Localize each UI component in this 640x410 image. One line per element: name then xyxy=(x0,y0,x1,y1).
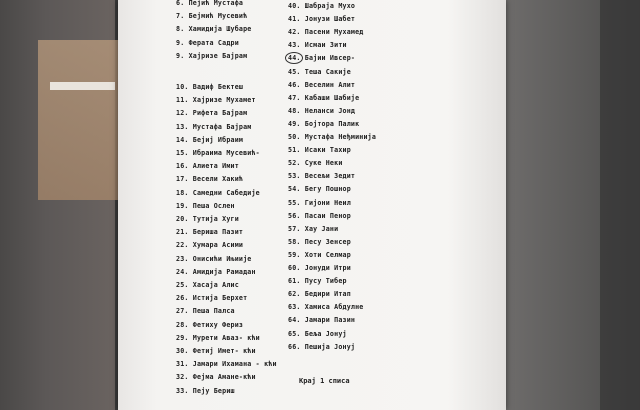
list-entry: 17. Весели Хакић xyxy=(176,175,244,184)
document-footer: Крај 1 списа xyxy=(299,377,350,385)
list-entry: 10. Вадиф Бектеш xyxy=(176,83,244,91)
list-entry: 12. Рифета Бајрам xyxy=(176,109,248,118)
list-entry: 50. Мустафа Неђминија xyxy=(288,133,377,141)
list-entry: 45. Теша Сакије xyxy=(288,67,351,76)
handwritten-circle-mark xyxy=(285,52,303,64)
list-entry: 49. Бојтора Палик xyxy=(288,119,360,128)
list-entry: 41. Јонузи Шабет xyxy=(288,15,356,24)
list-entry: 9. Хајризе Бајрам xyxy=(176,51,248,60)
list-entry: 55. Гијони Неил xyxy=(288,198,351,207)
envelope-strip xyxy=(50,82,115,90)
list-entry: 28. Фетиху Фериз xyxy=(176,320,244,329)
list-entry: 57. Хау Јани xyxy=(288,224,339,233)
list-entry: 19. Пеша Ослен xyxy=(176,201,235,210)
list-entry: 18. Самедни Сабедије xyxy=(176,188,260,197)
list-entry: 46. Веселин Алит xyxy=(288,80,356,89)
list-entry: 30. Фетиј Имет- кћи xyxy=(176,347,256,355)
list-entry: 48. Неланси Јонд xyxy=(288,106,356,115)
list-entry: 64. Јамари Пазин xyxy=(288,316,356,325)
list-entry: 58. Песу Зенсер xyxy=(288,237,351,246)
list-entry: 66. Пешија Јонуј xyxy=(288,342,356,351)
typed-document-page xyxy=(118,0,506,410)
envelope-background xyxy=(38,40,118,200)
list-entry: 61. Пусу Тибер xyxy=(288,277,347,286)
list-entry: 62. Бедири Итап xyxy=(288,290,351,299)
list-entry: 63. Хамиса Абдулне xyxy=(288,303,364,312)
list-entry: 27. Пеша Палса xyxy=(176,307,235,316)
list-entry: 13. Мустафа Бајрам xyxy=(176,122,252,131)
list-entry: 14. Бејиј Ибраим xyxy=(176,135,244,144)
background-right-shadow xyxy=(600,0,640,410)
list-entry: 65. Беља Јонуј xyxy=(288,329,347,338)
list-entry: 23. Онисићи Ињиије xyxy=(176,254,252,263)
list-entry: 44. Бајии Ивсер- xyxy=(288,54,356,63)
list-entry: 43. Исмаи Зити xyxy=(288,41,347,50)
list-entry: 9. Ферата Садри xyxy=(176,38,239,47)
list-entry: 32. Фејма Амане-кћи xyxy=(176,373,256,382)
list-entry: 15. Ибраима Мусевић- xyxy=(176,149,260,157)
list-entry: 7. Бејмић Мусевић xyxy=(176,12,248,21)
list-entry: 21. Бериша Пазит xyxy=(176,228,244,237)
list-entry: 52. Суке Неки xyxy=(288,159,343,168)
list-entry: 40. Шабраја Мухо xyxy=(288,2,356,10)
list-entry: 53. Весељи Зедит xyxy=(288,172,356,181)
list-entry: 33. Пеју Бериш xyxy=(176,386,235,395)
list-entry: 16. Алиета Имит xyxy=(176,162,239,171)
list-entry: 6. Пејић Мустафа xyxy=(176,0,244,7)
list-entry: 59. Хоти Селмар xyxy=(288,250,351,259)
list-entry: 26. Истија Берхет xyxy=(176,294,248,303)
list-entry: 47. Кабаши Шабије xyxy=(288,93,360,102)
list-entry: 22. Хумара Асими xyxy=(176,241,244,250)
list-entry: 25. Хасаја Алис xyxy=(176,281,239,289)
list-entry: 60. Јонуди Итри xyxy=(288,264,351,272)
list-entry: 51. Исаки Тахир xyxy=(288,146,351,155)
list-entry: 31. Јамари Ихамана - кћи xyxy=(176,360,277,369)
list-entry: 56. Пасаи Пенор xyxy=(288,211,351,220)
list-entry: 11. Хајризе Мухамет xyxy=(176,96,256,105)
list-entry: 54. Бегу Пошнор xyxy=(288,185,351,194)
list-entry: 20. Тутија Хуги xyxy=(176,215,239,223)
list-entry: 29. Мурети Аваз- кћи xyxy=(176,333,260,342)
list-entry: 42. Пасени Мухамед xyxy=(288,28,364,37)
list-entry: 8. Хамидија Шубаре xyxy=(176,25,252,34)
list-entry: 24. Амидија Рамадан xyxy=(176,267,256,276)
